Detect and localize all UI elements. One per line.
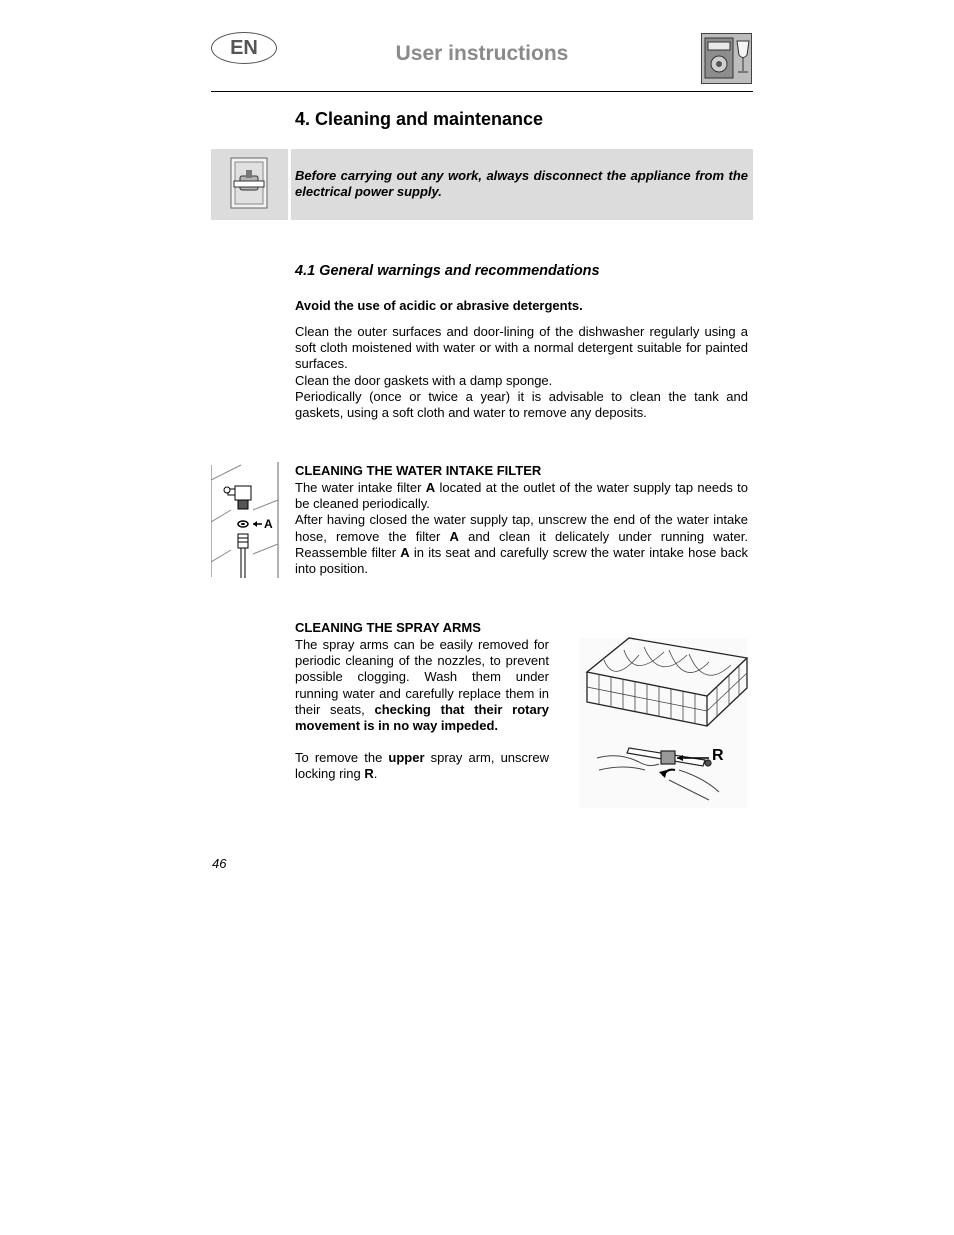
water-filter-paragraph-2: After having closed the water supply tap, unscrew the end of the water intake hose, remove the filter A and clean it delicately under running water. Reassemble filter A in its seat and carefully screw the water intake hose back into position. xyxy=(295,512,748,577)
paragraph-outer-surfaces: Clean the outer surfaces and door-lining of the dishwasher regularly using a soft cloth moistened with water or with a normal detergent suitable for painted surfaces. xyxy=(295,324,748,372)
power-switch-icon xyxy=(211,149,288,220)
water-filter-paragraph-1: The water intake filter A located at the outlet of the water supply tap needs to be cleaned periodically. xyxy=(295,480,748,512)
document-title: User instructions xyxy=(395,42,569,65)
spray-arm-figure xyxy=(579,630,749,810)
water-filter-text xyxy=(295,480,748,577)
header-divider xyxy=(211,91,753,92)
section-title: 4. Cleaning and maintenance xyxy=(295,109,544,129)
subsection-title: 4.1 General warnings and recommendations xyxy=(295,263,600,279)
warning-icon-panel xyxy=(211,149,288,220)
spray-arms-heading: CLEANING THE SPRAY ARMS xyxy=(295,620,481,635)
spray-arms-paragraph-1: The spray arms can be easily removed for periodic cleaning of the nozzles, to prevent possible clogging. Wash them under running water and carefully replace them in their seats, checking that their rotary movement is in no way impeded. xyxy=(295,637,549,734)
page-number: 46 xyxy=(212,856,227,871)
paragraph-tank-cleaning: Periodically (once or twice a year) it is advisable to clean the tank and gaskets, using a soft cloth and water to remove any deposits. xyxy=(295,388,748,421)
locking-ring-label: R xyxy=(712,747,724,764)
water-intake-filter-figure xyxy=(211,462,283,580)
warning-text: Before carrying out any work, always disconnect the appliance from the electrical power supply. xyxy=(295,168,748,199)
warning-message-panel xyxy=(291,149,753,220)
paragraph-door-gaskets: Clean the door gaskets with a damp sponge. xyxy=(295,372,553,388)
spray-arms-text xyxy=(295,637,549,783)
filter-label: A xyxy=(264,517,273,531)
dishwasher-logo-icon xyxy=(701,33,752,84)
language-badge: EN xyxy=(211,32,277,64)
water-filter-heading: CLEANING THE WATER INTAKE FILTER xyxy=(295,463,542,478)
detergent-warning: Avoid the use of acidic or abrasive detergents. xyxy=(295,298,583,313)
general-instructions xyxy=(295,324,748,421)
spray-arms-paragraph-2: To remove the upper spray arm, unscrew locking ring R. xyxy=(295,750,549,782)
